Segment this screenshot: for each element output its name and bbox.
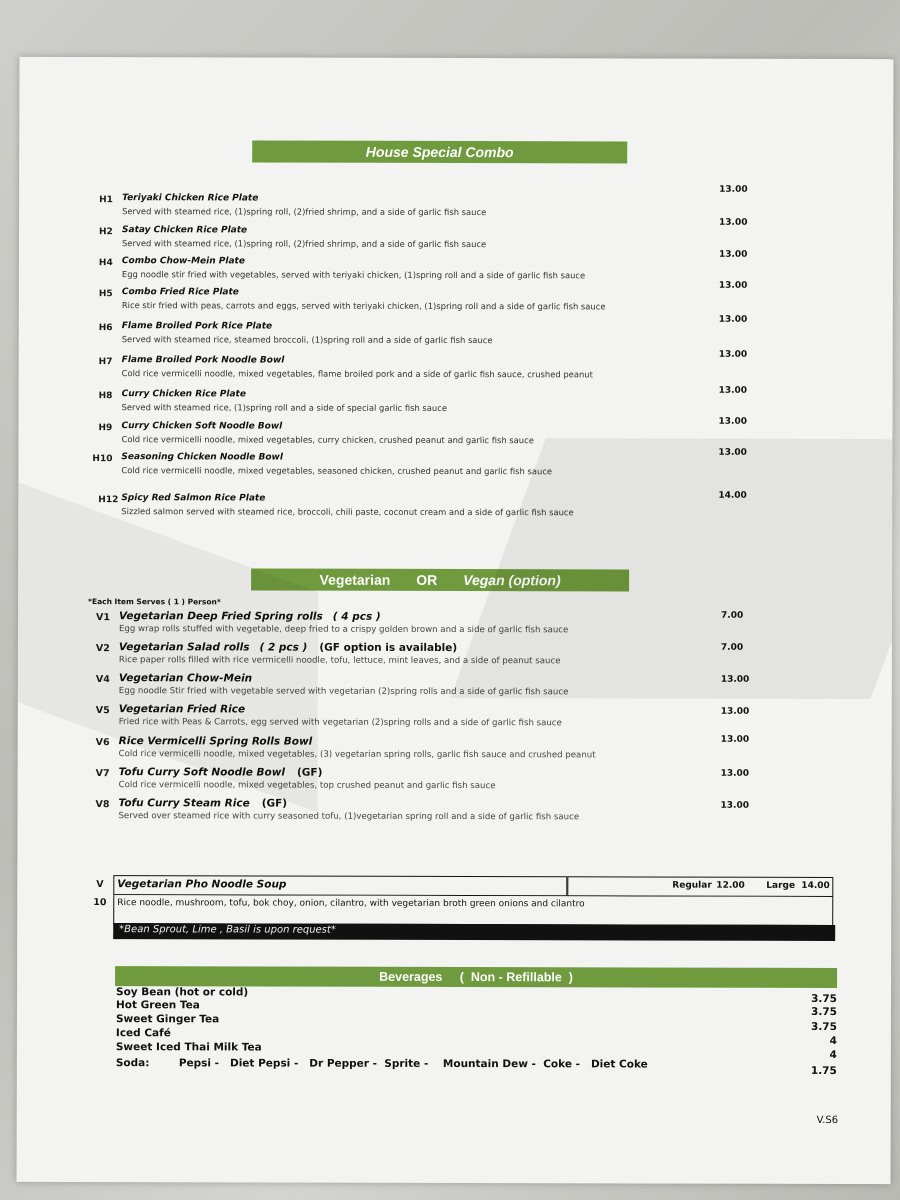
beverage-name: Soy Bean (hot or cold) (116, 986, 249, 999)
item-name: Combo Chow-Mein Plate (121, 256, 245, 267)
item-gf-note: (GF) (296, 766, 323, 779)
pho-price-box (567, 876, 833, 897)
item-price: 13.00 (719, 184, 748, 195)
vegetarian-banner (251, 568, 629, 591)
beverage-name: Sweet Iced Thai Milk Tea (115, 1041, 262, 1054)
item-price: 7.00 (721, 610, 744, 621)
item-name: Teriyaki Chicken Rice Plate (122, 193, 259, 204)
item-code: H1 (99, 195, 113, 206)
item-description: Served with steamed rice, steamed broccoli, (1)spring roll and a side of garlic fish sauce (121, 334, 493, 346)
item-code: H4 (98, 258, 113, 269)
item-code: V1 (95, 612, 110, 624)
item-price: 13.00 (718, 249, 748, 260)
pho-request-bar (113, 923, 835, 941)
item-code: V2 (95, 643, 110, 655)
item-name-row (119, 735, 313, 748)
item-code: V5 (95, 705, 110, 717)
item-name-row (119, 766, 323, 779)
item-code: H6 (98, 323, 113, 334)
item-price: 13.00 (720, 674, 750, 685)
item-price: 13.00 (719, 217, 748, 228)
item-code: H5 (98, 289, 113, 300)
item-description: Cold rice vermicelli noodle, mixed vegetables, seasoned chicken, crushed peanut and garlic fish sauce (121, 465, 553, 477)
item-description: Rice paper rolls filled with rice vermicelli noodle, tofu, lettuce, mint leaves, and a side of peanut sauce (118, 655, 561, 667)
item-description: Served with steamed rice, (1)spring roll, (2)fried shrimp, and a side of garlic fish sauce (121, 238, 487, 250)
item-code: H10 (92, 454, 113, 465)
beverages-banner: Beverages ( Non - Refillable ) (115, 966, 837, 988)
pho-code-v: V (96, 879, 104, 891)
item-name-row (119, 610, 381, 623)
item-name: Seasoning Chicken Noodle Bowl (121, 452, 283, 463)
item-code: H2 (99, 227, 113, 238)
item-description: Egg wrap rolls stuffed with vegetable, deep fried to a crispy golden brown and a side of garlic fish sauce (118, 624, 569, 636)
item-description: Served over steamed rice with curry seasoned tofu, (1)vegetarian spring roll and a side of garlic fish sauce (118, 811, 580, 823)
beverage-price: 4 (829, 1034, 837, 1048)
item-description: Sizzled salmon served with steamed rice, broccoli, chili paste, coconut cream and a side of garlic fish sauce (121, 506, 574, 518)
item-code: V8 (95, 799, 110, 811)
vegetarian-title: Vegetarian (319, 571, 391, 588)
item-name: Tofu Curry Soft Noodle Bowl (118, 766, 286, 779)
soda-label: Soda: (115, 1057, 150, 1070)
item-description: Cold rice vermicelli noodle, mixed vegetables, top crushed peanut and garlic fish sauce (118, 780, 496, 792)
item-price: 13.00 (720, 734, 750, 745)
beverage-price: 3.75 (811, 992, 838, 1006)
item-name: Vegetarian Chow-Mein (118, 672, 253, 685)
item-price: 13.00 (718, 280, 748, 291)
soda-options: Pepsi - Diet Pepsi - Dr Pepper - Sprite - Mountain Dew - Coke - Diet Coke (178, 1057, 648, 1071)
item-description: Rice stir fried with peas, carrots and eggs, served with teriyaki chicken, (1)spring roll and a side of garlic fish sauce (121, 300, 606, 312)
item-name-row (119, 797, 288, 809)
item-price: 13.00 (718, 447, 747, 458)
beverage-price: 4 (829, 1048, 837, 1062)
item-price: 14.00 (718, 490, 747, 501)
item-name: Vegetarian Deep Fried Spring rolls (118, 610, 323, 623)
item-name: Curry Chicken Rice Plate (121, 389, 246, 400)
item-description: Cold rice vermicelli noodle, mixed vegetables, curry chicken, crushed peanut and garlic fish sauce (121, 434, 534, 446)
item-price: 7.00 (720, 642, 744, 653)
item-code: V4 (95, 674, 110, 686)
beverage-name: Sweet Ginger Tea (115, 1013, 220, 1026)
item-name: Rice Vermicelli Spring Rolls Bowl (118, 735, 313, 748)
beverage-name: Iced Café (115, 1027, 171, 1040)
item-description: Served with steamed rice, (1)spring roll, (2)fried shrimp, and a side of garlic fish sauce (122, 206, 487, 218)
pho-description: Rice noodle, mushroom, tofu, bok choy, onion, cilantro, with vegetarian broth green onions and cilantro (117, 898, 585, 910)
item-price: 13.00 (718, 385, 748, 396)
item-name-row (119, 672, 252, 684)
item-code: H9 (98, 423, 113, 434)
soda-price: 1.75 (810, 1064, 837, 1078)
item-price: 13.00 (718, 416, 748, 427)
beverage-name: Hot Green Tea (115, 999, 200, 1012)
house-special-banner: House Special Combo (252, 140, 627, 163)
item-price: 13.00 (718, 314, 748, 325)
item-portion: ( 2 pcs ) (259, 641, 308, 654)
item-code: V7 (95, 768, 110, 780)
item-name: Tofu Curry Steam Rice (118, 797, 250, 810)
item-description: Egg noodle Stir fried with vegetable served with vegetarian (2)spring rolls and a side of garlic fish sauce (118, 686, 569, 698)
menu-page (17, 57, 894, 1184)
pho-name-box (113, 875, 567, 896)
item-name: Flame Broiled Pork Noodle Bowl (121, 355, 285, 366)
item-name: Satay Chicken Rice Plate (122, 225, 248, 236)
large-price: 14.00 (801, 880, 830, 891)
item-description: Cold rice vermicelli noodle, mixed vegetables, (3) vegetarian spring rolls, garlic fish sauce and crushed peanut (118, 749, 596, 761)
item-name: Vegetarian Salad rolls (118, 641, 250, 654)
item-code: H8 (98, 391, 113, 402)
item-name: Combo Fried Rice Plate (121, 287, 239, 298)
regular-price: 12.00 (716, 880, 745, 891)
pho-request-note: *Bean Sprout, Lime , Basil is upon request* (119, 924, 336, 936)
regular-label: Regular (672, 880, 712, 891)
item-price: 13.00 (718, 349, 748, 360)
item-name-row (119, 641, 457, 654)
beverage-price: 3.75 (811, 1005, 837, 1019)
item-description: Served with steamed rice, (1)spring roll and a side of special garlic fish sauce (121, 402, 448, 413)
version-label: V.S6 (816, 1114, 839, 1127)
item-name-row (119, 703, 245, 715)
item-price: 13.00 (720, 768, 750, 779)
large-label: Large (766, 880, 796, 891)
pho-name: Vegetarian Pho Noodle Soup (117, 878, 287, 891)
item-code: H12 (98, 495, 119, 506)
pho-code-10: 10 (93, 897, 107, 909)
item-description: Cold rice vermicelli noodle, mixed vegetables, flame broiled pork and a side of garlic fish sauce, crushed peanut (121, 368, 593, 380)
item-portion: ( 4 pcs ) (332, 610, 381, 623)
item-name: Vegetarian Fried Rice (118, 703, 246, 716)
item-gf-note: (GF option is available) (319, 641, 458, 655)
item-price: 13.00 (720, 706, 750, 717)
pho-desc-box (113, 895, 833, 926)
beverage-price: 3.75 (810, 1020, 837, 1034)
item-description: Egg noodle stir fried with vegetables, served with teriyaki chicken, (1)spring roll and a side of garlic fish sauce (121, 269, 586, 281)
item-name: Spicy Red Salmon Rice Plate (121, 493, 266, 504)
serves-note: *Each Item Serves ( 1 ) Person* (88, 597, 221, 607)
item-name: Curry Chicken Soft Noodle Bowl (121, 421, 283, 432)
vegan-title: Vegan (option) (463, 572, 561, 589)
or-label: OR (416, 571, 438, 588)
item-price: 13.00 (720, 800, 749, 811)
item-gf-note: (GF) (261, 797, 288, 810)
item-code: H7 (98, 357, 113, 368)
item-name: Flame Broiled Pork Rice Plate (121, 321, 273, 332)
item-code: V6 (95, 737, 110, 749)
item-description: Fried rice with Peas & Carrots, egg served with vegetarian (2)spring rolls and a side of garlic fish sauce (118, 717, 562, 729)
